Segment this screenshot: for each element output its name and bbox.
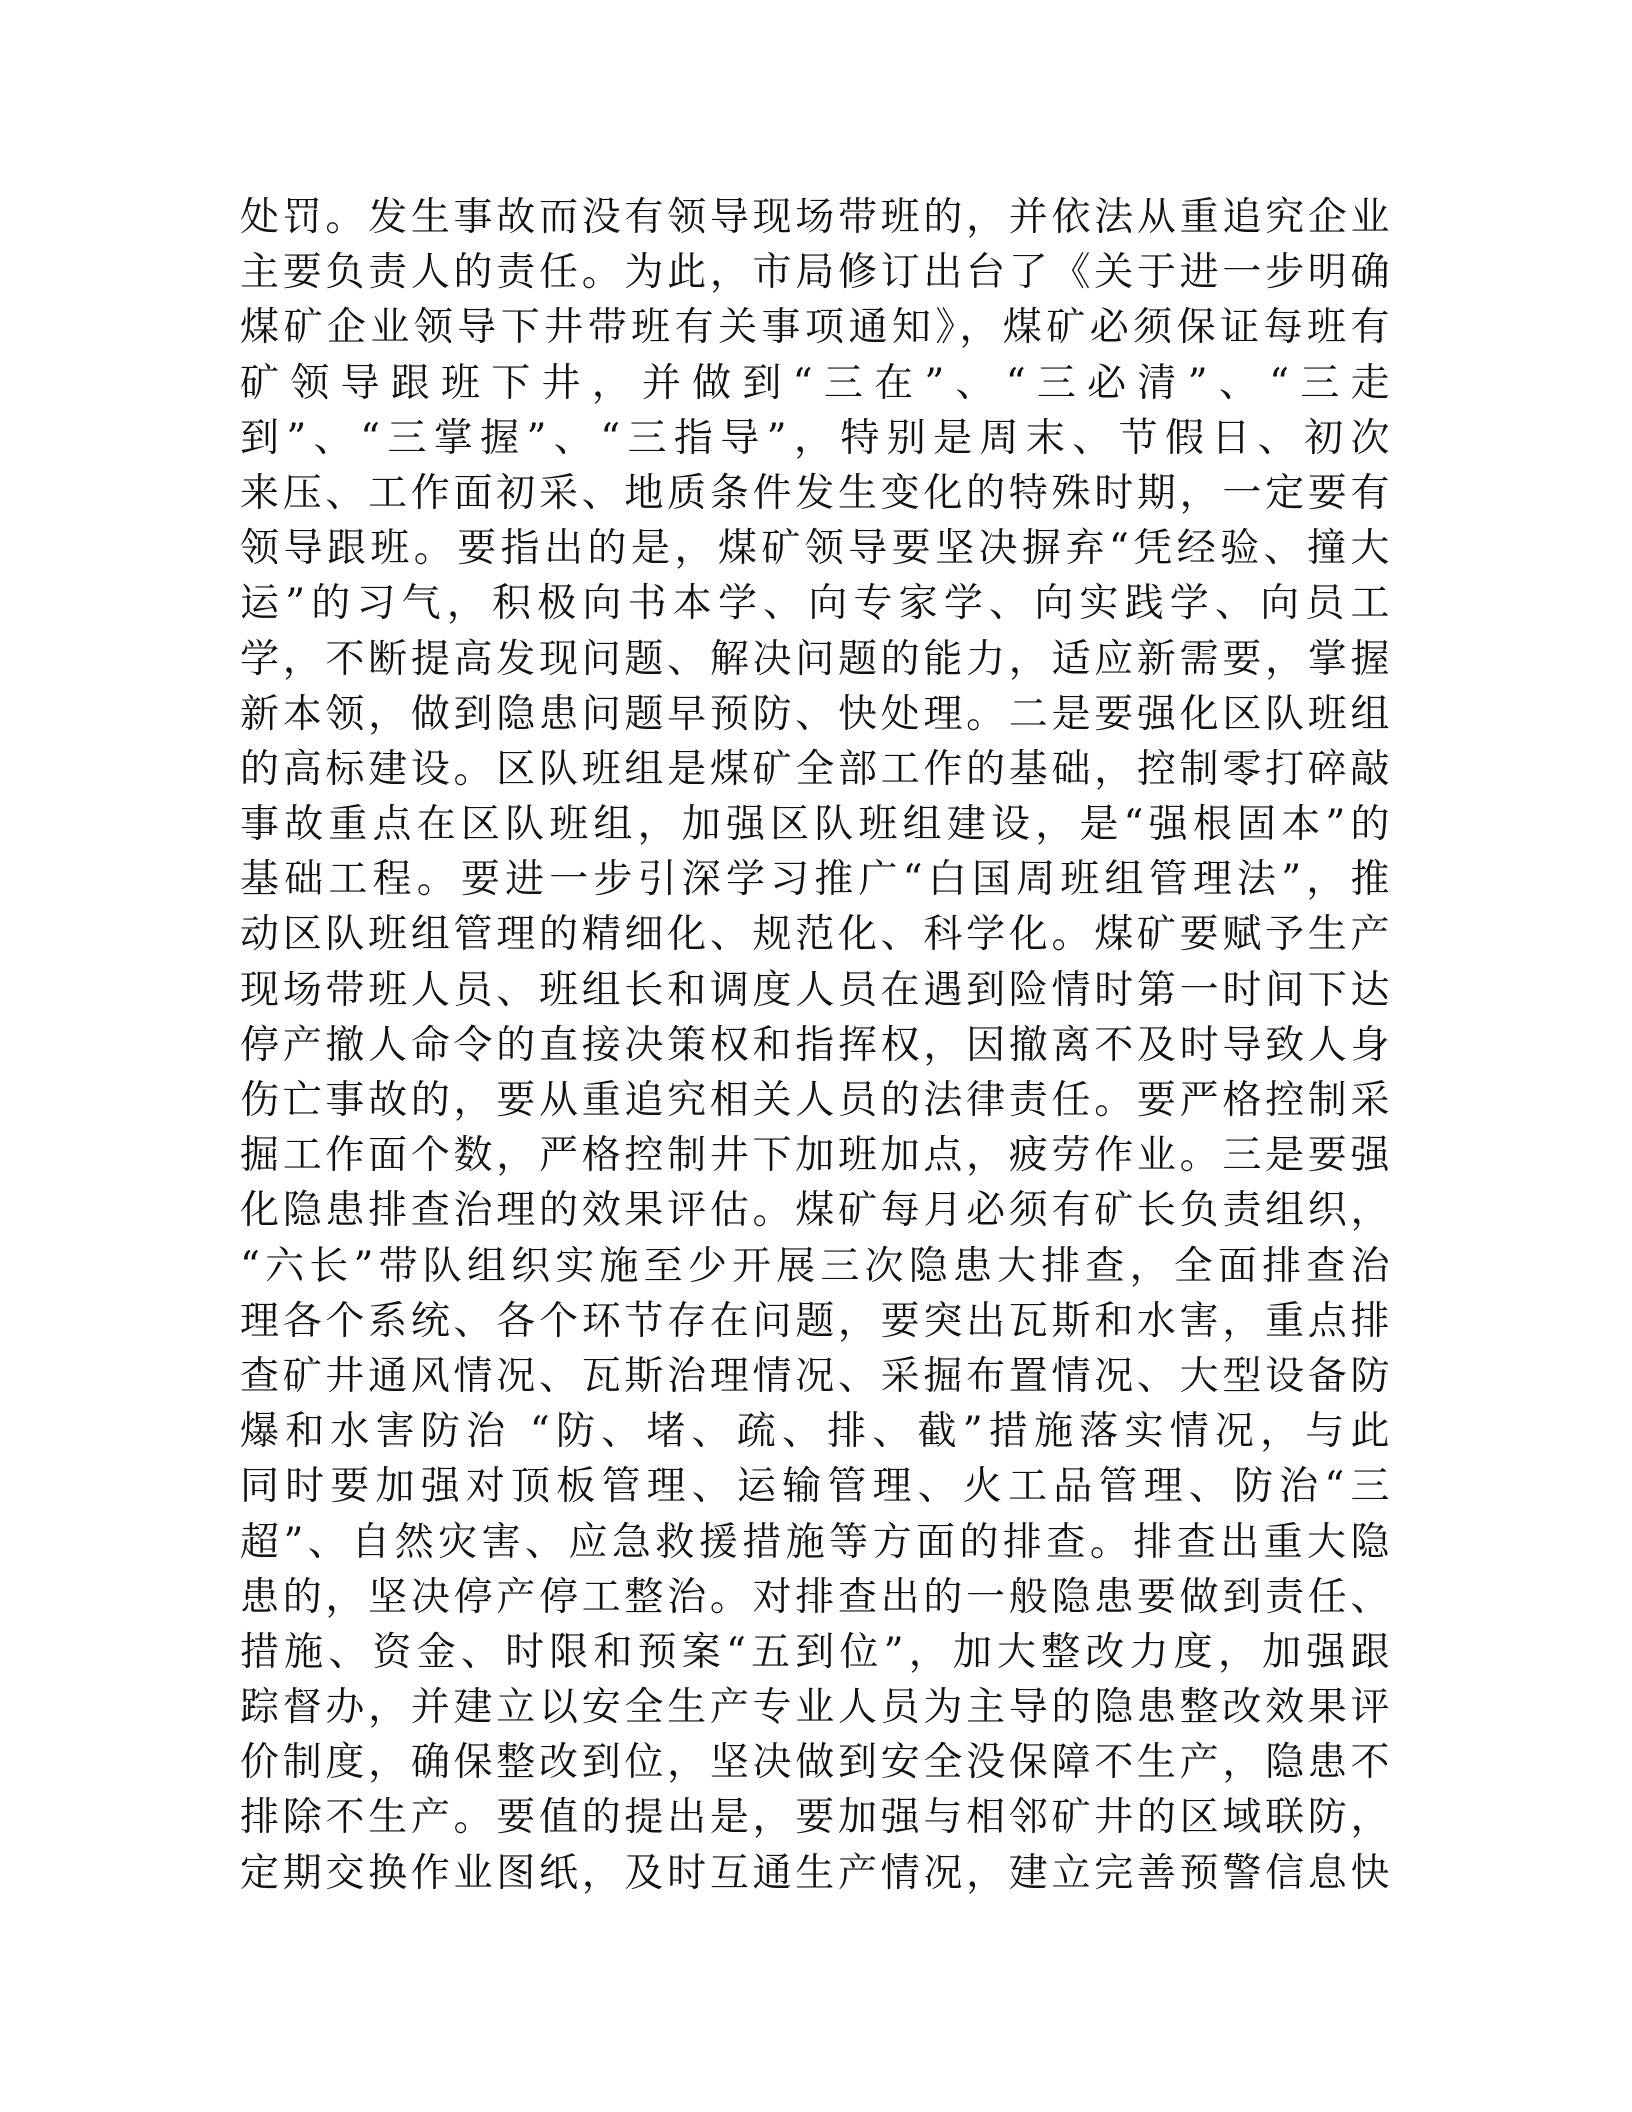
text-line: 踪督办，并建立以安全生产专业人员为主导的隐患整改效果评 (240, 1685, 1390, 1731)
text-line: 停产撤人命令的直接决策权和指挥权，因撤离不及时导致人身 (240, 1022, 1390, 1068)
text-line: 来压、工作面初采、地质条件发生变化的特殊时期，一定要有 (240, 470, 1390, 516)
text-line: 措施、资金、时限和预案“五到位”，加大整改力度，加强跟 (240, 1629, 1390, 1675)
text-line: 的高标建设。区队班组是煤矿全部工作的基础，控制零打碎敲 (240, 746, 1390, 792)
text-line: 伤亡事故的，要从重追究相关人员的法律责任。要严格控制采 (240, 1078, 1390, 1123)
text-line: 新本领，做到隐患问题早预防、快处理。二是要强化区队班组 (240, 691, 1390, 737)
text-line: 动区队班组管理的精细化、规范化、科学化。煤矿要赋予生产 (240, 912, 1390, 958)
text-line: 同时要加强对顶板管理、运输管理、火工品管理、防治“三 (240, 1464, 1390, 1510)
text-line: 掘工作面个数，严格控制井下加班加点，疲劳作业。三是要强 (240, 1133, 1390, 1179)
text-line: 定期交换作业图纸，及时互通生产情况，建立完善预警信息快 (240, 1850, 1390, 1896)
text-line: 到”、“三掌握”、“三指导”，特别是周末、节假日、初次 (240, 415, 1390, 461)
text-line: 矿领导跟班下井，并做到“三在”、“三必清”、“三走 (240, 360, 1390, 406)
text-line: 现场带班人员、班组长和调度人员在遇到险情时第一时间下达 (240, 967, 1390, 1013)
text-line: 价制度，确保整改到位，坚决做到安全没保障不生产，隐患不 (240, 1740, 1390, 1786)
text-line: 煤矿企业领导下井带班有关事项通知》，煤矿必须保证每班有 (240, 305, 1390, 351)
text-line: 爆和水害防治 “防、堵、疏、排、截”措施落实情况，与此 (240, 1409, 1390, 1455)
text-line: 处罚。发生事故而没有领导现场带班的，并依法从重追究企业 (240, 195, 1390, 240)
text-line: 排除不生产。要值的提出是，要加强与相邻矿井的区域联防， (240, 1795, 1390, 1841)
text-line: 患的，坚决停产停工整治。对排查出的一般隐患要做到责任、 (240, 1574, 1390, 1620)
text-line: 事故重点在区队班组，加强区队班组建设，是“强根固本”的 (240, 802, 1390, 848)
body-text (240, 190, 1390, 1901)
text-line: 超”、自然灾害、应急救援措施等方面的排查。排查出重大隐 (240, 1519, 1390, 1565)
text-line: 领导跟班。要指出的是，煤矿领导要坚决摒弃“凭经验、撞大 (240, 526, 1390, 572)
text-line: 理各个系统、各个环节存在问题，要突出瓦斯和水害，重点排 (240, 1298, 1390, 1344)
text-line: 基础工程。要进一步引深学习推广“白国周班组管理法”，推 (240, 857, 1390, 903)
text-line: 化隐患排查治理的效果评估。煤矿每月必须有矿长负责组织， (240, 1188, 1390, 1234)
text-line: 查矿井通风情况、瓦斯治理情况、采掘布置情况、大型设备防 (240, 1353, 1390, 1399)
text-line: 学，不断提高发现问题、解决问题的能力，适应新需要，掌握 (240, 636, 1390, 682)
text-line: “六长”带队组织实施至少开展三次隐患大排查，全面排查治 (240, 1243, 1390, 1289)
text-line: 主要负责人的责任。为此，市局修订出台了《关于进一步明确 (240, 250, 1390, 296)
text-line: 运”的习气，积极向书本学、向专家学、向实践学、向员工 (240, 581, 1390, 627)
